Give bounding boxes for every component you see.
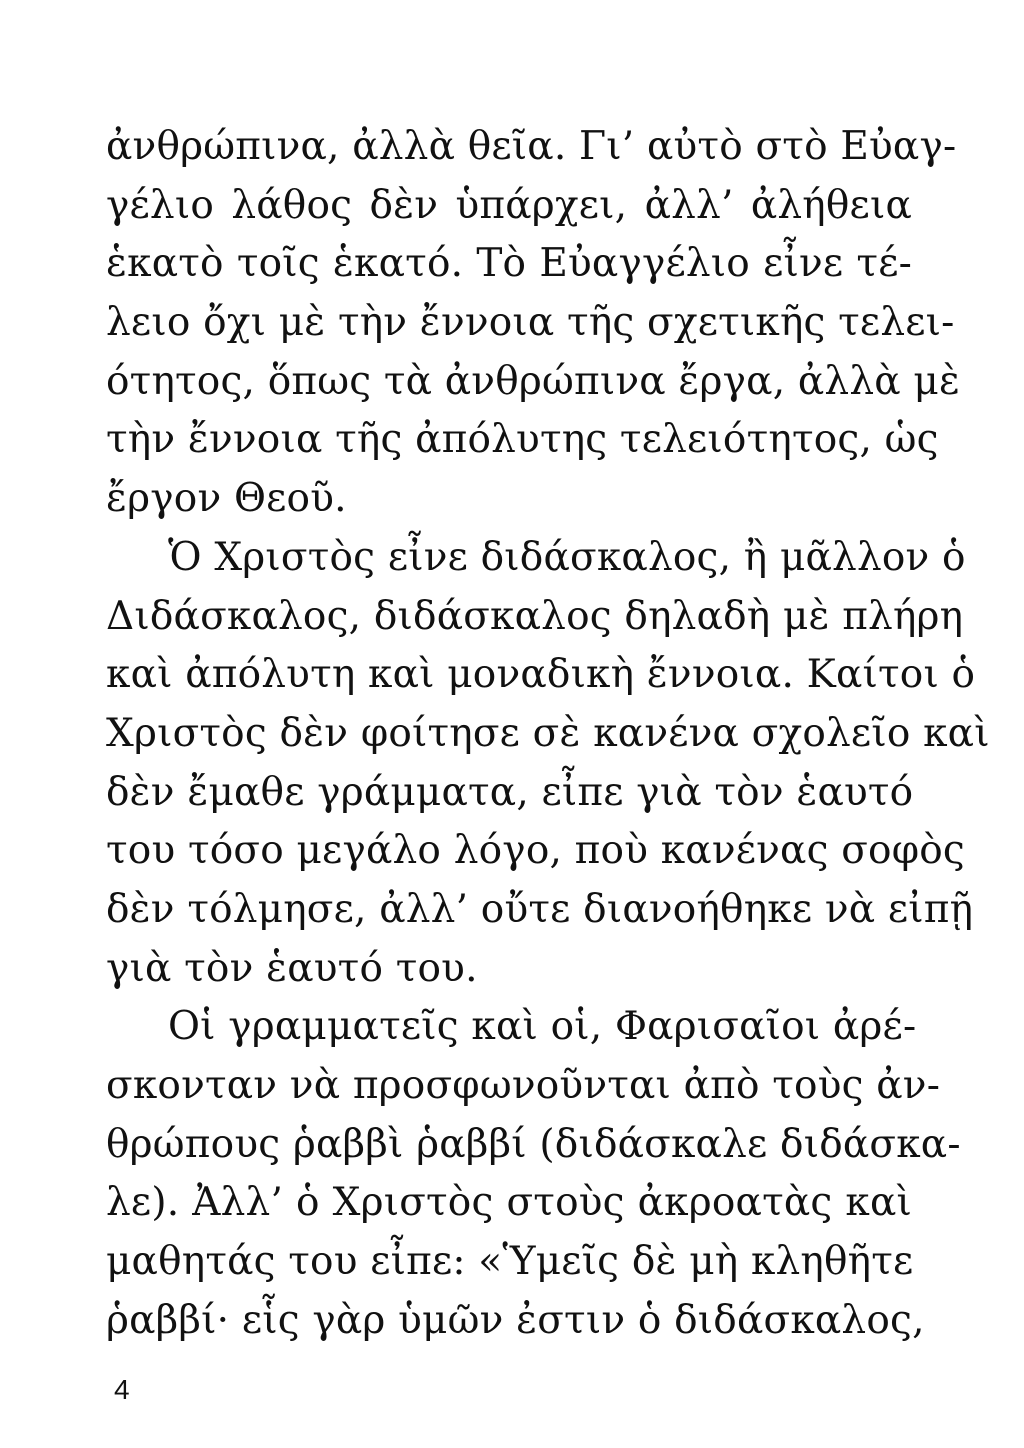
paragraph-start-line: Οἱ γραμματεῖς καὶ οἱ, Φαρισαῖοι ἀρέ- xyxy=(168,1004,917,1050)
text-line: ἔργον Θεοῦ. xyxy=(106,476,347,522)
text-line: λε). Ἀλλ’ ὁ Χριστὸς στοὺς ἀκροατὰς καὶ xyxy=(106,1180,912,1226)
text-line: ότητος, ὅπως τὰ ἀνθρώπινα ἔργα, ἀλλὰ μὲ xyxy=(106,358,961,404)
text-line: θρώπους ῥαββὶ ῥαββί (διδάσκαλε διδάσκα- xyxy=(106,1121,961,1167)
text-line: ἑκατὸ τοῖς ἑκατό. Τὸ Εὐαγγέλιο εἶνε τέ- xyxy=(106,241,912,287)
text-line: σκονταν νὰ προσφωνοῦνται ἀπὸ τοὺς ἀν- xyxy=(106,1063,941,1108)
text-line: λειο ὄχι μὲ τὴν ἔννοια τῆς σχετικῆς τελει- xyxy=(106,300,955,346)
text-line: ἀνθρώπινα, ἀλλὰ θεῖα. Γι’ αὐτὸ στὸ Εὐαγ- xyxy=(106,124,957,169)
text-line: δὲν ἔμαθε γράμματα, εἶπε γιὰ τὸν ἑαυτό xyxy=(106,769,914,815)
text-line: τὴν ἔννοια τῆς ἀπόλυτης τελειότητος, ὡς xyxy=(106,417,939,463)
body-text xyxy=(106,118,990,1350)
text-line: Διδάσκαλος, διδάσκαλος δηλαδὴ μὲ πλήρη xyxy=(106,593,964,639)
paragraph-start-line: Ὁ Χριστὸς εἶνε διδάσκαλος, ἢ μᾶλλον ὁ xyxy=(168,534,966,580)
text-line: γέλιο λάθος δὲν ὑπάρχει, ἀλλ’ ἀλήθεια xyxy=(106,182,912,228)
text-line: Χριστὸς δὲν φοίτησε σὲ κανένα σχολεῖο καὶ xyxy=(106,710,990,756)
text-line: καὶ ἀπόλυτη καὶ μοναδικὴ ἔννοια. Καίτοι ὁ xyxy=(106,652,976,698)
text-line: του τόσο μεγάλο λόγο, ποὺ κανένας σοφὸς xyxy=(106,828,965,874)
text-line: δὲν τόλμησε, ἀλλ’ οὔτε διανοήθηκε νὰ εἰπῇ xyxy=(106,886,974,932)
page-number: 4 xyxy=(114,1374,130,1405)
text-line: γιὰ τὸν ἑαυτό του. xyxy=(106,945,478,991)
text-line: ῥαββί· εἷς γὰρ ὑμῶν ἐστιν ὁ διδάσκαλος, xyxy=(106,1297,925,1343)
text-line: μαθητάς του εἶπε: «Ὑμεῖς δὲ μὴ κληθῆτε xyxy=(106,1239,914,1285)
